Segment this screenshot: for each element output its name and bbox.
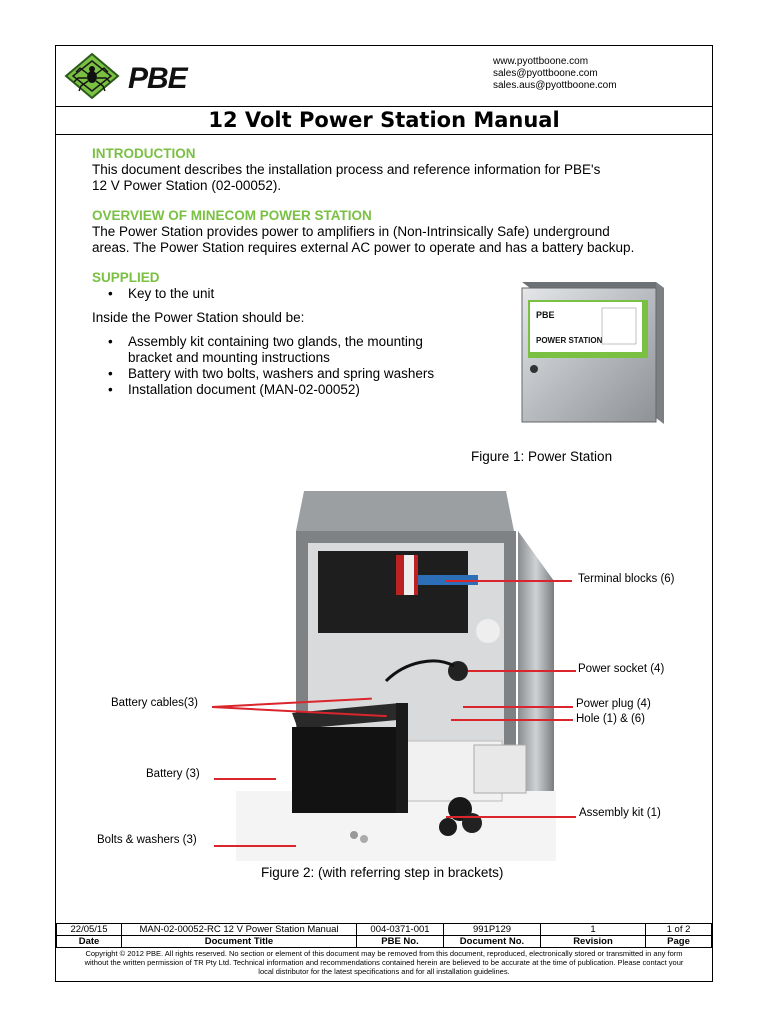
footer-doc-no: 991P129 [444,924,541,936]
page-title: 12 Volt Power Station Manual [208,108,560,132]
website-link[interactable]: www.pyottboone.com [493,56,589,67]
copyright-notice [66,949,702,976]
callout-line-battery [214,778,276,780]
panel-title: POWER STATION [536,336,603,345]
spider-logo-icon [62,52,122,100]
title-row [56,106,712,135]
inside-text: Inside the Power Station should be: [92,310,305,325]
label-assembly-kit: Assembly kit (1) [579,807,661,819]
footer-header-row [57,936,712,948]
inside-list [92,334,458,398]
sales-aus-email-link[interactable]: sales.aus@pyottboone.com [493,80,617,91]
label-battery: Battery (3) [146,768,200,780]
intro-line-1: This document describes the installation process and reference information for PBE's [92,162,601,177]
copyright-line-1: Copyright © 2012 PBE. All rights reserved. No section or element of this document may be removed from this document, reproduced, electronically stored or transmitted in any form [85,949,683,958]
callout-line-terminal [446,580,572,582]
footer-header-date: Date [57,936,122,948]
footer-header-docno: Document No. [444,936,541,948]
label-bolts-washers: Bolts & washers (3) [97,834,197,846]
footer-pbe-no: 004-0371-001 [357,924,444,936]
figure-2-image [236,491,556,861]
document-frame [55,45,713,982]
label-hole: Hole (1) & (6) [576,713,646,725]
callout-line-hole [451,719,573,721]
header [56,46,712,107]
figure-1-image [508,276,668,426]
copyright-line-2: without the written permission of TR Pty Ltd. Technical information and recommendations contained herein are believed to be accurate at the time of publication. Please contact your [84,958,684,967]
list-item-text-cont: bracket and mounting instructions [128,350,330,365]
overview-heading: OVERVIEW OF MINECOM POWER STATION [92,208,372,223]
callout-line-plug [463,706,573,708]
intro-line-2: 12 V Power Station (02-00052). [92,178,282,193]
footer-doc-title: MAN-02-00052-RC 12 V Power Station Manual [122,924,357,936]
label-terminal-blocks: Terminal blocks (6) [578,573,675,585]
overview-line-1: The Power Station provides power to amplifiers in (Non-Intrinsically Safe) underground [92,224,610,239]
pbe-logo [62,52,212,100]
supplied-heading: SUPPLIED [92,270,160,285]
overview-line-2: areas. The Power Station requires external AC power to operate and has a battery backup. [92,240,635,255]
footer-header-pbe: PBE No. [357,936,444,948]
copyright-line-3: local distributor for the latest specifications and for all installation guidelines. [258,967,510,976]
list-item: • Key to the unit [128,286,692,302]
panel-brand: PBE [536,310,555,320]
logo-text: PBE [128,62,187,95]
footer-table [56,923,712,948]
footer-values-row [57,924,712,936]
figure-2-caption: Figure 2: (with referring step in brackets) [261,865,504,880]
footer-page: 1 of 2 [646,924,712,936]
footer-date: 22/05/15 [57,924,122,936]
footer-revision: 1 [541,924,646,936]
contact-info [493,56,617,92]
intro-heading: INTRODUCTION [92,146,196,161]
list-item [128,334,458,366]
footer-header-revision: Revision [541,936,646,948]
callout-line-socket [468,670,576,672]
label-power-plug: Power plug (4) [576,698,651,710]
sales-email-link[interactable]: sales@pyottboone.com [493,68,598,79]
callout-line-bolts [214,845,296,847]
list-item-text: Assembly kit containing two glands, the mounting [128,334,423,349]
footer-header-title: Document Title [122,936,357,948]
footer-header-page: Page [646,936,712,948]
list-item: • Battery with two bolts, washers and spring washers [128,366,458,382]
list-item: • Installation document (MAN-02-00052) [128,382,458,398]
figure-1-caption: Figure 1: Power Station [471,449,613,464]
callout-line-assembly [446,816,576,818]
label-power-socket: Power socket (4) [578,663,665,675]
label-battery-cables: Battery cables(3) [111,697,198,709]
